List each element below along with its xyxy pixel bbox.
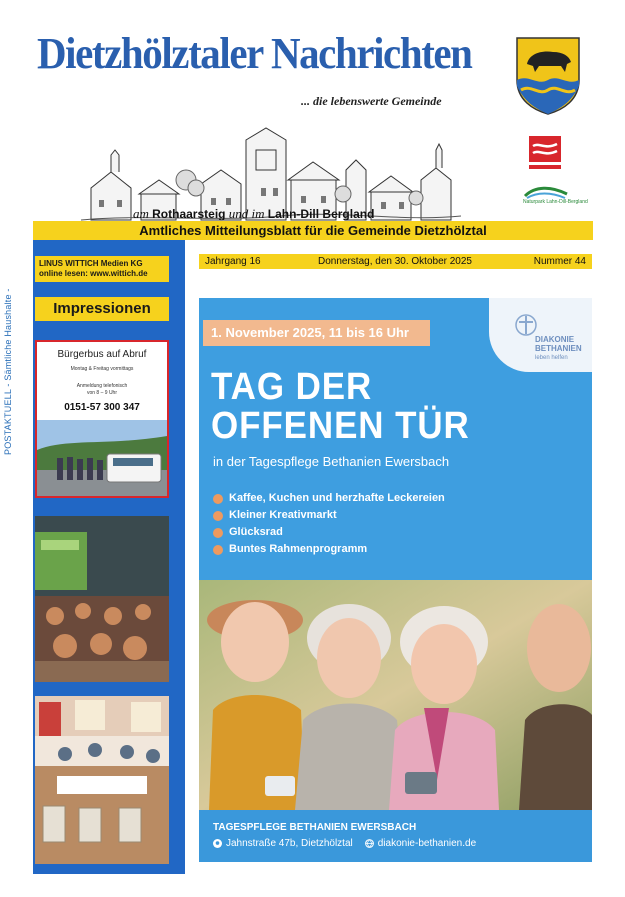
postal-side-text: POSTAKTUELL - Sämtliche Haushalte - <box>3 288 13 455</box>
event-date: 1. November 2025, 11 bis 16 Uhr <box>203 320 430 346</box>
issue-date: Donnerstag, den 30. Oktober 2025 <box>318 256 472 267</box>
headline-line1: TAG DER <box>211 366 373 408</box>
footer-website[interactable]: diakonie-bethanien.de <box>377 838 477 849</box>
diakonie-tagline: leben helfen <box>535 355 568 361</box>
buergerbus-registration: Anmeldung telefonisch <box>76 383 128 389</box>
newspaper-tagline: ... die lebenswerte Gemeinde <box>301 94 442 108</box>
naturpark-label: Naturpark Lahn-Dill-Bergland <box>523 199 588 205</box>
diakonie-brand-line2: BETHANIEN <box>535 343 582 353</box>
event-highlights-list <box>213 490 445 558</box>
issue-number: Nummer 44 <box>533 256 586 267</box>
buergerbus-phone: 0151-57 300 347 <box>64 402 140 413</box>
check-icon <box>213 545 223 555</box>
issue-info-bar <box>199 254 592 269</box>
cafe-gathering-photo <box>35 696 169 864</box>
diakonie-cross-icon <box>515 314 537 336</box>
open-day-flyer <box>199 298 592 862</box>
issue-volume: Jahrgang 16 <box>205 256 261 267</box>
subline-und-im: und im <box>228 206 265 221</box>
subline-lahn-dill: Lahn-Dill Bergland <box>267 207 375 221</box>
subline-am: am <box>133 206 149 221</box>
event-location-subhead: in der Tagespflege Bethanien Ewersbach <box>213 454 450 469</box>
diakonie-brand-line1: DIAKONIE <box>535 335 575 344</box>
highlight-text: Glücksrad <box>229 526 283 538</box>
check-icon <box>213 528 223 538</box>
flyer-footer <box>199 810 592 862</box>
naturpark-logo-icon <box>521 184 571 212</box>
list-item <box>213 541 445 558</box>
highlight-text: Kleiner Kreativmarkt <box>229 509 337 521</box>
bus-group-photo <box>37 420 167 496</box>
location-pin-icon <box>213 839 222 848</box>
buergerbus-title: Bürgerbus auf Abruf <box>57 349 147 360</box>
rothaarsteig-logo-icon <box>527 134 563 174</box>
footer-contact <box>213 838 476 849</box>
event-headline <box>211 368 551 446</box>
boar-crest-icon <box>513 34 583 116</box>
publisher-box <box>35 256 169 282</box>
sidebar <box>33 240 185 874</box>
official-bulletin-banner: Amtliches Mitteilungsblatt für die Gemeinde Dietzhölztal <box>33 221 593 240</box>
highlight-text: Kaffee, Kuchen und herzhafte Leckereien <box>229 492 445 504</box>
publisher-name: LINUS WITTICH Medien KG <box>39 259 143 268</box>
buergerbus-poster-photo <box>35 340 169 498</box>
highlight-text: Buntes Rahmenprogramm <box>229 543 368 555</box>
masthead <box>33 28 593 226</box>
footer-title: TAGESPFLEGE BETHANIEN EWERSBACH <box>213 822 417 833</box>
masthead-subline <box>133 206 374 222</box>
presentation-audience-photo <box>35 516 169 682</box>
footer-address-text: Jahnstraße 47b, Dietzhölztal <box>226 838 353 849</box>
buergerbus-hours: von 8 – 9 Uhr <box>86 390 118 396</box>
list-item <box>213 507 445 524</box>
publisher-url: online lesen: www.wittich.de <box>39 269 148 278</box>
check-icon <box>213 511 223 521</box>
globe-icon <box>365 839 374 848</box>
headline-line2: OFFENEN TÜR <box>211 405 470 447</box>
impressionen-heading: Impressionen <box>35 297 169 321</box>
diakonie-brand <box>535 336 582 354</box>
list-item <box>213 490 445 507</box>
buergerbus-days: Montag & Freitag vormittags <box>70 366 134 372</box>
subline-rothaarsteig: Rothaarsteig <box>152 207 226 221</box>
list-item <box>213 524 445 541</box>
seniors-laughing-photo <box>199 580 592 810</box>
newspaper-title: Dietzhölztaler Nachrichten <box>37 29 472 78</box>
check-icon <box>213 494 223 504</box>
